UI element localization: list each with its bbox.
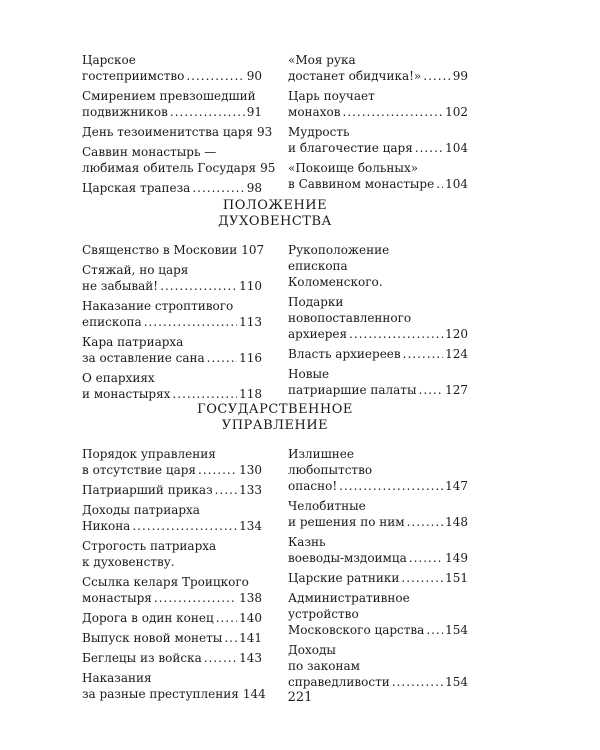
dot-leader [342,104,443,120]
toc-entry-title-line: архиерея [288,327,348,341]
dot-leader [172,386,237,402]
toc-entry-title-line: за разные преступления [82,687,239,701]
toc-entry-page: 141 [239,631,262,645]
toc-section-government [82,402,468,706]
toc-entry-title-line: Смирением превзошедший [82,89,256,103]
toc-entry-page: 98 [246,181,262,195]
toc-right-column [288,242,468,406]
toc-entry-page: 99 [452,69,468,83]
toc-entry-title-line: Порядок управления [82,447,216,461]
toc-entry-title-line: Строгость патриарха [82,539,217,553]
toc-right-column [288,52,468,200]
toc-entry-page: 127 [445,383,468,397]
dot-leader [409,550,443,566]
toc-entry-title-line: О епархиях [82,371,155,385]
toc-entry [82,650,262,666]
dot-leader [204,650,237,666]
dot-leader [407,514,443,530]
toc-entry [288,124,468,156]
toc-entry [288,242,468,290]
toc-entry-page: 110 [239,279,262,293]
toc-entry-page: 124 [445,347,468,361]
toc-entry-title-line: Доходы патриарха [82,503,200,517]
toc-entry-title-line: Кара патриарха [82,335,184,349]
dot-leader [216,610,237,626]
toc-entry [82,502,262,534]
toc-entry-page: 102 [445,105,468,119]
toc-entry [82,538,262,570]
toc-entry-title-line: Новые [288,367,330,381]
dot-leader [144,314,237,330]
toc-entry [82,52,262,84]
toc-entry-title-line: патриаршие палаты [288,383,417,397]
toc-entry-title-line: монастыря [82,591,152,605]
toc-entry-page: 116 [239,351,262,365]
toc-left-column [82,52,276,200]
toc-left-column [82,242,265,406]
toc-entry-title-line: «Покоище больных» [288,161,419,175]
toc-entry-title-line: Рукоположение [288,243,390,257]
dot-leader [170,104,245,120]
toc-entry-title-line: Подарки [288,295,344,309]
dot-leader [403,346,443,362]
toc-entry-title-line: Власть архиереев [288,347,401,361]
toc-entry [82,88,262,120]
page-number: 221 [287,690,313,705]
toc-entry [288,642,468,690]
toc-entry-title-line: любимая обитель Государя [82,161,257,175]
toc-entry-title-line: по законам [288,659,360,673]
toc-entry-page: 134 [239,519,262,533]
toc-entry-title-line: Стяжай, но царя [82,263,189,277]
toc-entry-title-line: Коломенского. [288,275,383,289]
toc-entry [82,298,262,330]
toc-entry [82,482,262,498]
toc-entry-title-line: епископа [288,259,348,273]
toc-entry-title-line: справедливости [288,675,390,689]
toc-entry-title-line: и благочестие царя [288,141,413,155]
toc-entry-page: 148 [445,515,468,529]
toc-entry-page: 107 [241,243,265,257]
toc-entry-page: 113 [239,315,262,329]
toc-entry [288,88,468,120]
toc-entry-title-line: День тезоименитства царя [82,125,253,139]
toc-entry [288,366,468,398]
toc-entry [82,370,262,402]
toc-entry-page: 95 [260,161,276,175]
toc-entry-title-line: достанет обидчика!» [288,69,422,83]
dot-leader [349,326,443,342]
toc-entry-title-line: Царское [82,53,136,67]
toc-entry [288,160,468,192]
toc-entry [82,180,262,196]
toc-entry-title-line: Мудрость [288,125,350,139]
toc-entry-title-line: Доходы [288,643,336,657]
toc-entry [82,610,262,626]
toc-entry-title-line: Царь поучает [288,89,375,103]
dot-leader [426,622,443,638]
toc-entry-page: 149 [445,551,468,565]
toc-entry [82,262,262,294]
toc-section-1 [82,52,468,200]
toc-entry-title-line: не забывай! [82,279,159,293]
toc-entry-title-line: Наказания [82,671,152,685]
dot-leader [436,176,443,192]
dot-leader [339,478,443,494]
toc-entry-title-line: устройство [288,607,359,621]
toc-entry [288,346,468,362]
toc-entry-title-line: Саввин монастырь — [82,145,217,159]
toc-entry-page: 140 [239,611,262,625]
dot-leader [160,278,237,294]
toc-entry [288,498,468,530]
toc-entry-page: 104 [445,141,468,155]
toc-entry-title-line: монахов [288,105,341,119]
toc-entry-title-line: в отсутствие царя [82,463,197,477]
toc-entry-title-line: Челобитные [288,499,366,513]
toc-entry-title-line: Дорога в один конец [82,611,214,625]
toc-entry-title-line: опасно! [288,479,338,493]
toc-entry-page: 130 [239,463,262,477]
toc-entry-page: 144 [242,687,266,701]
section-heading: ПОЛОЖЕНИЕ ДУХОВЕНСТВА [218,198,332,229]
dot-leader [132,518,237,534]
toc-entry-title-line: Выпуск новой монеты [82,631,223,645]
toc-entry [82,144,276,176]
toc-entry-title-line: и монастырях [82,387,171,401]
toc-entry-title-line: Царские ратники [288,571,400,585]
dot-leader [192,180,244,196]
toc-entry-page: 93 [257,125,273,139]
toc-entry-title-line: Казнь [288,535,326,549]
toc-entry-page: 133 [239,483,262,497]
toc-entry-page: 147 [445,479,468,493]
toc-right-column [288,446,468,706]
toc-entry-page: 154 [445,623,468,637]
toc-entry [82,334,262,366]
toc-entry-title-line: любопытство [288,463,373,477]
toc-entry [82,124,273,140]
toc-entry-title-line: Священство в Московии [82,243,238,257]
toc-entry [288,590,468,638]
dot-leader [207,350,237,366]
toc-entry-title-line: Административное [288,591,410,605]
dot-leader [415,140,443,156]
dot-leader [401,570,443,586]
toc-entry [288,294,468,342]
dot-leader [154,590,237,606]
toc-entry-title-line: Ссылка келаря Троицкого [82,575,249,589]
toc-entry-title-line: гостеприимство [82,69,185,83]
toc-entry [82,446,262,478]
dot-leader [423,68,450,84]
toc-entry [288,570,468,586]
dot-leader [215,482,237,498]
toc-entry-page: 91 [246,105,262,119]
dot-leader [224,630,237,646]
toc-entry-title-line: Царская трапеза [82,181,191,195]
toc-entry-title-line: новопоставленного [288,311,412,325]
toc-entry-title-line: Никона [82,519,131,533]
toc-entry [82,574,262,606]
toc-entry-title-line: епископа [82,315,142,329]
toc-entry-page: 90 [246,69,262,83]
toc-entry-title-line: подвижников [82,105,168,119]
toc-entry-title-line: Наказание строптивого [82,299,234,313]
toc-section-clergy [82,198,468,406]
toc-left-column [82,446,266,706]
section-heading: ГОСУДАРСТВЕННОЕ УПРАВЛЕНИЕ [197,402,353,433]
dot-leader [419,382,444,398]
toc-entry-title-line: Московского царства [288,623,425,637]
toc-entry-title-line: к духовенству. [82,555,175,569]
toc-entry [82,242,265,258]
toc-entry-page: 143 [239,651,262,665]
toc-entry-page: 118 [239,387,262,401]
toc-entry-title-line: Излишнее [288,447,354,461]
toc-entry [82,630,262,646]
toc-entry-title-line: Беглецы из войска [82,651,202,665]
toc-entry-page: 151 [445,571,468,585]
dot-leader [186,68,244,84]
dot-leader [392,674,443,690]
toc-entry-page: 154 [445,675,468,689]
toc-entry-page: 120 [445,327,468,341]
toc-entry-title-line: воеводы-мздоимца [288,551,407,565]
toc-entry-title-line: Патриарший приказ [82,483,213,497]
toc-entry [288,446,468,494]
toc-entry-title-line: и решения по ним [288,515,405,529]
toc-entry [288,534,468,566]
toc-entry-page: 138 [239,591,262,605]
toc-entry-title-line: в Саввином монастыре [288,177,435,191]
toc-entry-page: 104 [445,177,468,191]
dot-leader [198,462,237,478]
toc-entry-title-line: «Моя рука [288,53,356,67]
toc-entry [288,52,468,84]
toc-entry-title-line: за оставление сана [82,351,205,365]
